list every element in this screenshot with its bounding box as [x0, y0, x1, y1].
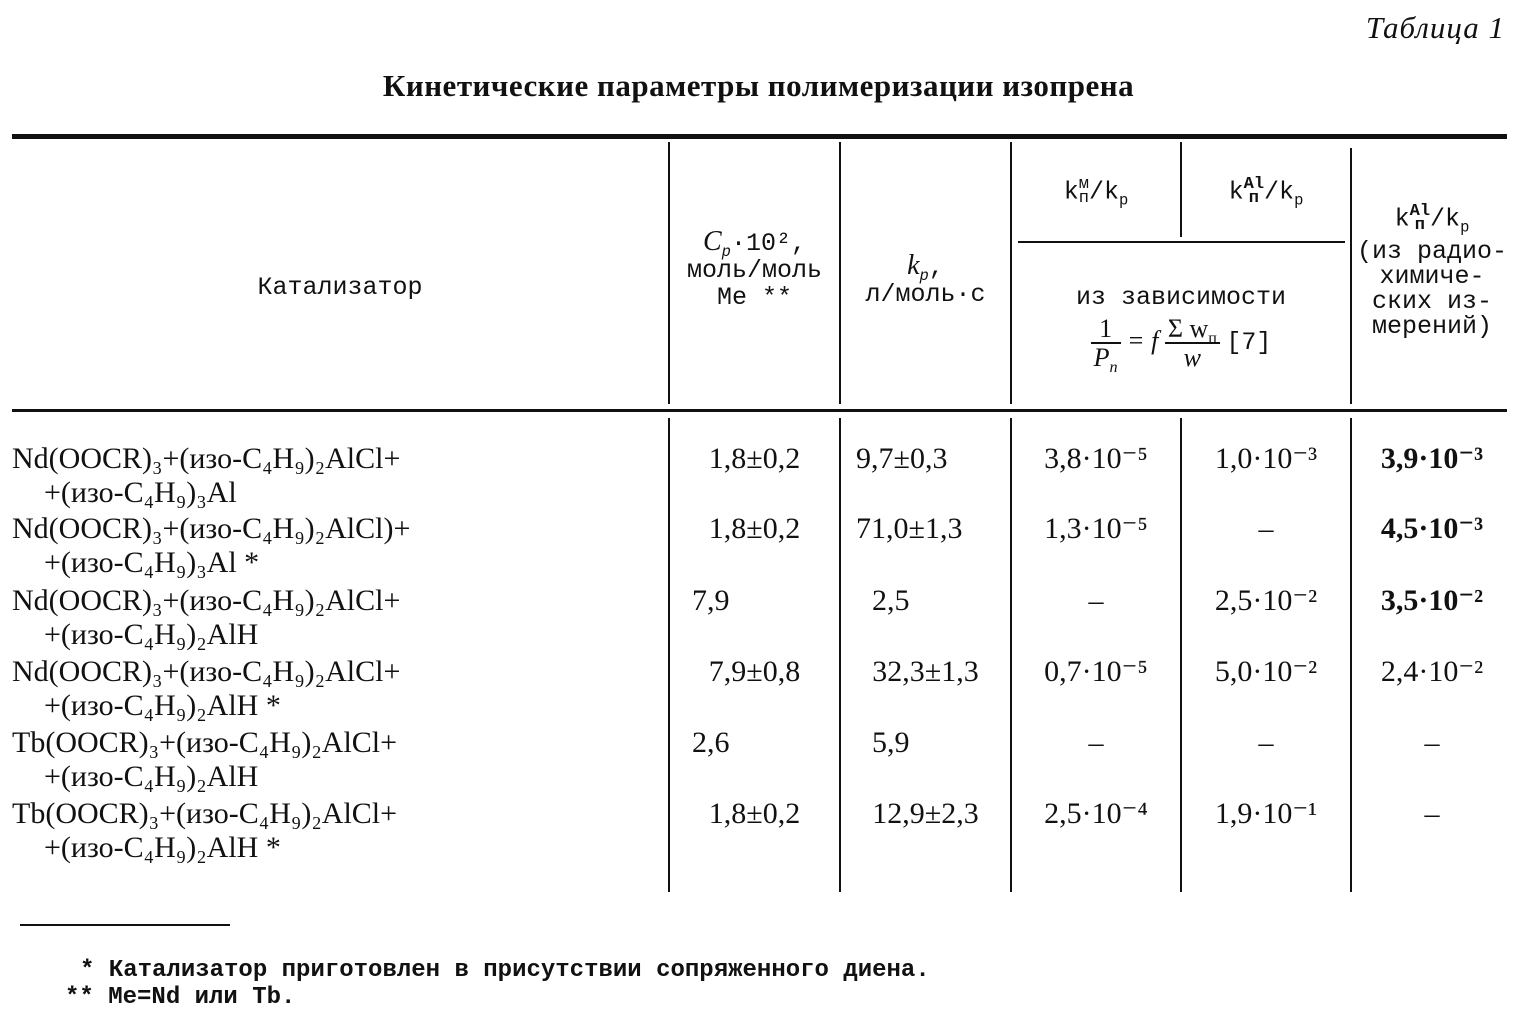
formula-sum-w: Σ w — [1167, 314, 1209, 343]
kp-value: 71,0±1,3 — [856, 512, 963, 545]
kpm-value: 2,5·10⁻⁴ — [1044, 797, 1148, 830]
catalyst-line-1: Nd(OOCR)₃+(изо-C₄H₉)₂AlCl+ — [12, 584, 401, 617]
table-number-label: Таблица 1 — [1365, 10, 1505, 45]
radio-sup: Al — [1409, 202, 1431, 221]
kp-subscript: p — [919, 267, 929, 285]
cp-symbol: C — [702, 226, 722, 257]
kpm-value: 1,3·10⁻⁵ — [1044, 512, 1148, 545]
header-cp — [670, 228, 839, 311]
kpal-value: 1,9·10⁻¹ — [1214, 797, 1318, 830]
radio-line-1: (из радио- — [1356, 237, 1508, 266]
kpm-k: k — [1063, 177, 1079, 207]
formula-equals-f: = f — [1127, 325, 1159, 355]
dependence-formula — [1012, 314, 1350, 377]
kp-symbol: k — [907, 250, 920, 281]
catalyst-line-1: Nd(OOCR)₃+(изо-C₄H₉)₂AlCl)+ — [12, 512, 411, 545]
table-row — [12, 512, 410, 580]
radio-line-2: химиче- — [1379, 262, 1485, 291]
header-kpm-kp — [1012, 175, 1180, 210]
footnote-rule — [20, 924, 230, 926]
cp-value: 1,8±0,2 — [708, 797, 801, 830]
kp-value: 5,9 — [872, 726, 910, 759]
radio-slash-k: /k — [1430, 204, 1461, 234]
catalyst-line-2: +(изо-C₄H₉)₃Al * — [44, 546, 260, 579]
radio-sub: п — [1414, 216, 1425, 235]
kpal-slash-k: /k — [1264, 177, 1295, 207]
kpal-value: – — [1258, 512, 1274, 545]
kp-value: 32,3±1,3 — [872, 655, 979, 688]
cp-value: 7,9 — [692, 584, 730, 617]
header-catalyst: Катализатор — [257, 273, 423, 302]
top-rule — [12, 134, 1507, 139]
catalyst-line-2: +(изо-C₄H₉)₂AlH — [44, 760, 259, 793]
kpal-value: 1,0·10⁻³ — [1214, 442, 1318, 475]
kpm-value: 3,8·10⁻⁵ — [1044, 442, 1148, 475]
kpm-value: 0,7·10⁻⁵ — [1044, 655, 1148, 688]
formula-sum-sub: п — [1208, 330, 1217, 348]
catalyst-line-1: Nd(OOCR)₃+(изо-C₄H₉)₂AlCl+ — [12, 442, 401, 475]
radio-line-3: ских из- — [1371, 287, 1493, 316]
table-row — [12, 442, 400, 510]
kp-value: 2,5 — [872, 584, 910, 617]
kpal-value: 5,0·10⁻² — [1214, 655, 1318, 688]
table-row — [12, 726, 397, 794]
formula-pn-symbol: P — [1093, 343, 1110, 372]
header-kpal-kp — [1182, 175, 1350, 210]
kpal-value: 2,5·10⁻² — [1214, 584, 1318, 617]
kpal-sup: Al — [1243, 175, 1265, 194]
cp-subscript: p — [721, 243, 731, 261]
catalyst-line-2: +(изо-C₄H₉)₂AlH * — [44, 689, 281, 722]
cp-value: 2,6 — [692, 726, 730, 759]
catalyst-line-2: +(изо-C₄H₉)₂AlH * — [44, 831, 281, 864]
radio-value: 3,9·10⁻³ — [1380, 442, 1484, 475]
catalyst-line-1: Nd(OOCR)₃+(изо-C₄H₉)₂AlCl+ — [12, 655, 401, 688]
radio-value: – — [1424, 726, 1440, 759]
radio-value: 3,5·10⁻² — [1380, 584, 1484, 617]
formula-pn-sub: n — [1109, 359, 1118, 377]
cp-value: 1,8±0,2 — [708, 512, 801, 545]
kpm-sub: п — [1078, 189, 1089, 208]
catalyst-line-2: +(изо-C₄H₉)₃Al — [44, 476, 237, 509]
kpal-k: k — [1228, 177, 1244, 207]
cp-value: 7,9±0,8 — [708, 655, 801, 688]
cp-value: 1,8±0,2 — [708, 442, 801, 475]
kpm-sup: м — [1078, 175, 1089, 194]
kpm-value: – — [1088, 726, 1104, 759]
radio-p: p — [1460, 218, 1470, 237]
table-row — [12, 797, 397, 865]
header-dependence — [1012, 283, 1350, 377]
kp-unit: л/моль·с — [865, 280, 986, 309]
cp-unit: моль/моль — [686, 256, 823, 285]
table-row — [12, 655, 400, 723]
formula-numerator-one: 1 — [1091, 315, 1121, 344]
kp-comma: , — [928, 253, 944, 282]
kpm-slash-k: /k — [1088, 177, 1119, 207]
radio-line-4: мерений) — [1371, 312, 1493, 341]
catalyst-line-1: Tb(OOCR)₃+(изо-C₄H₉)₂AlCl+ — [12, 726, 398, 759]
header-kp — [841, 252, 1010, 308]
kpm-p: p — [1118, 191, 1129, 210]
header-radiochemical — [1352, 202, 1512, 341]
kp-value: 12,9±2,3 — [872, 797, 979, 830]
radio-value: – — [1424, 797, 1440, 830]
footnote-1: * Катализатор приготовлен в присутствии сопряженного диена. — [80, 957, 930, 984]
radio-value: 2,4·10⁻² — [1380, 655, 1484, 688]
cp-me-note: Me ** — [716, 283, 792, 312]
kp-value: 9,7±0,3 — [856, 442, 948, 475]
table-title: Кинетические параметры полимеризации изопрена — [382, 68, 1135, 103]
header-subdivider — [1018, 241, 1345, 243]
radio-value: 4,5·10⁻³ — [1380, 512, 1484, 545]
kpal-p: p — [1294, 191, 1304, 210]
catalyst-line-2: +(изо-C₄H₉)₂AlH — [44, 618, 259, 651]
kpm-value: – — [1088, 584, 1104, 617]
cp-exponent: ·10², — [730, 229, 806, 258]
dependence-label: из зависимости — [1075, 283, 1287, 312]
header-bottom-rule — [12, 409, 1507, 412]
formula-w: w — [1183, 343, 1202, 372]
formula-reference: [7] — [1226, 327, 1272, 357]
kpal-sub: п — [1248, 189, 1259, 208]
radio-k: k — [1394, 204, 1410, 234]
catalyst-line-1: Tb(OOCR)₃+(изо-C₄H₉)₂AlCl+ — [12, 797, 398, 830]
formula-left-fraction — [1091, 314, 1121, 377]
kpal-value: – — [1258, 726, 1274, 759]
table-row — [12, 584, 400, 652]
formula-right-fraction — [1165, 315, 1220, 371]
footnote-2: ** Me=Nd или Tb. — [65, 984, 296, 1011]
